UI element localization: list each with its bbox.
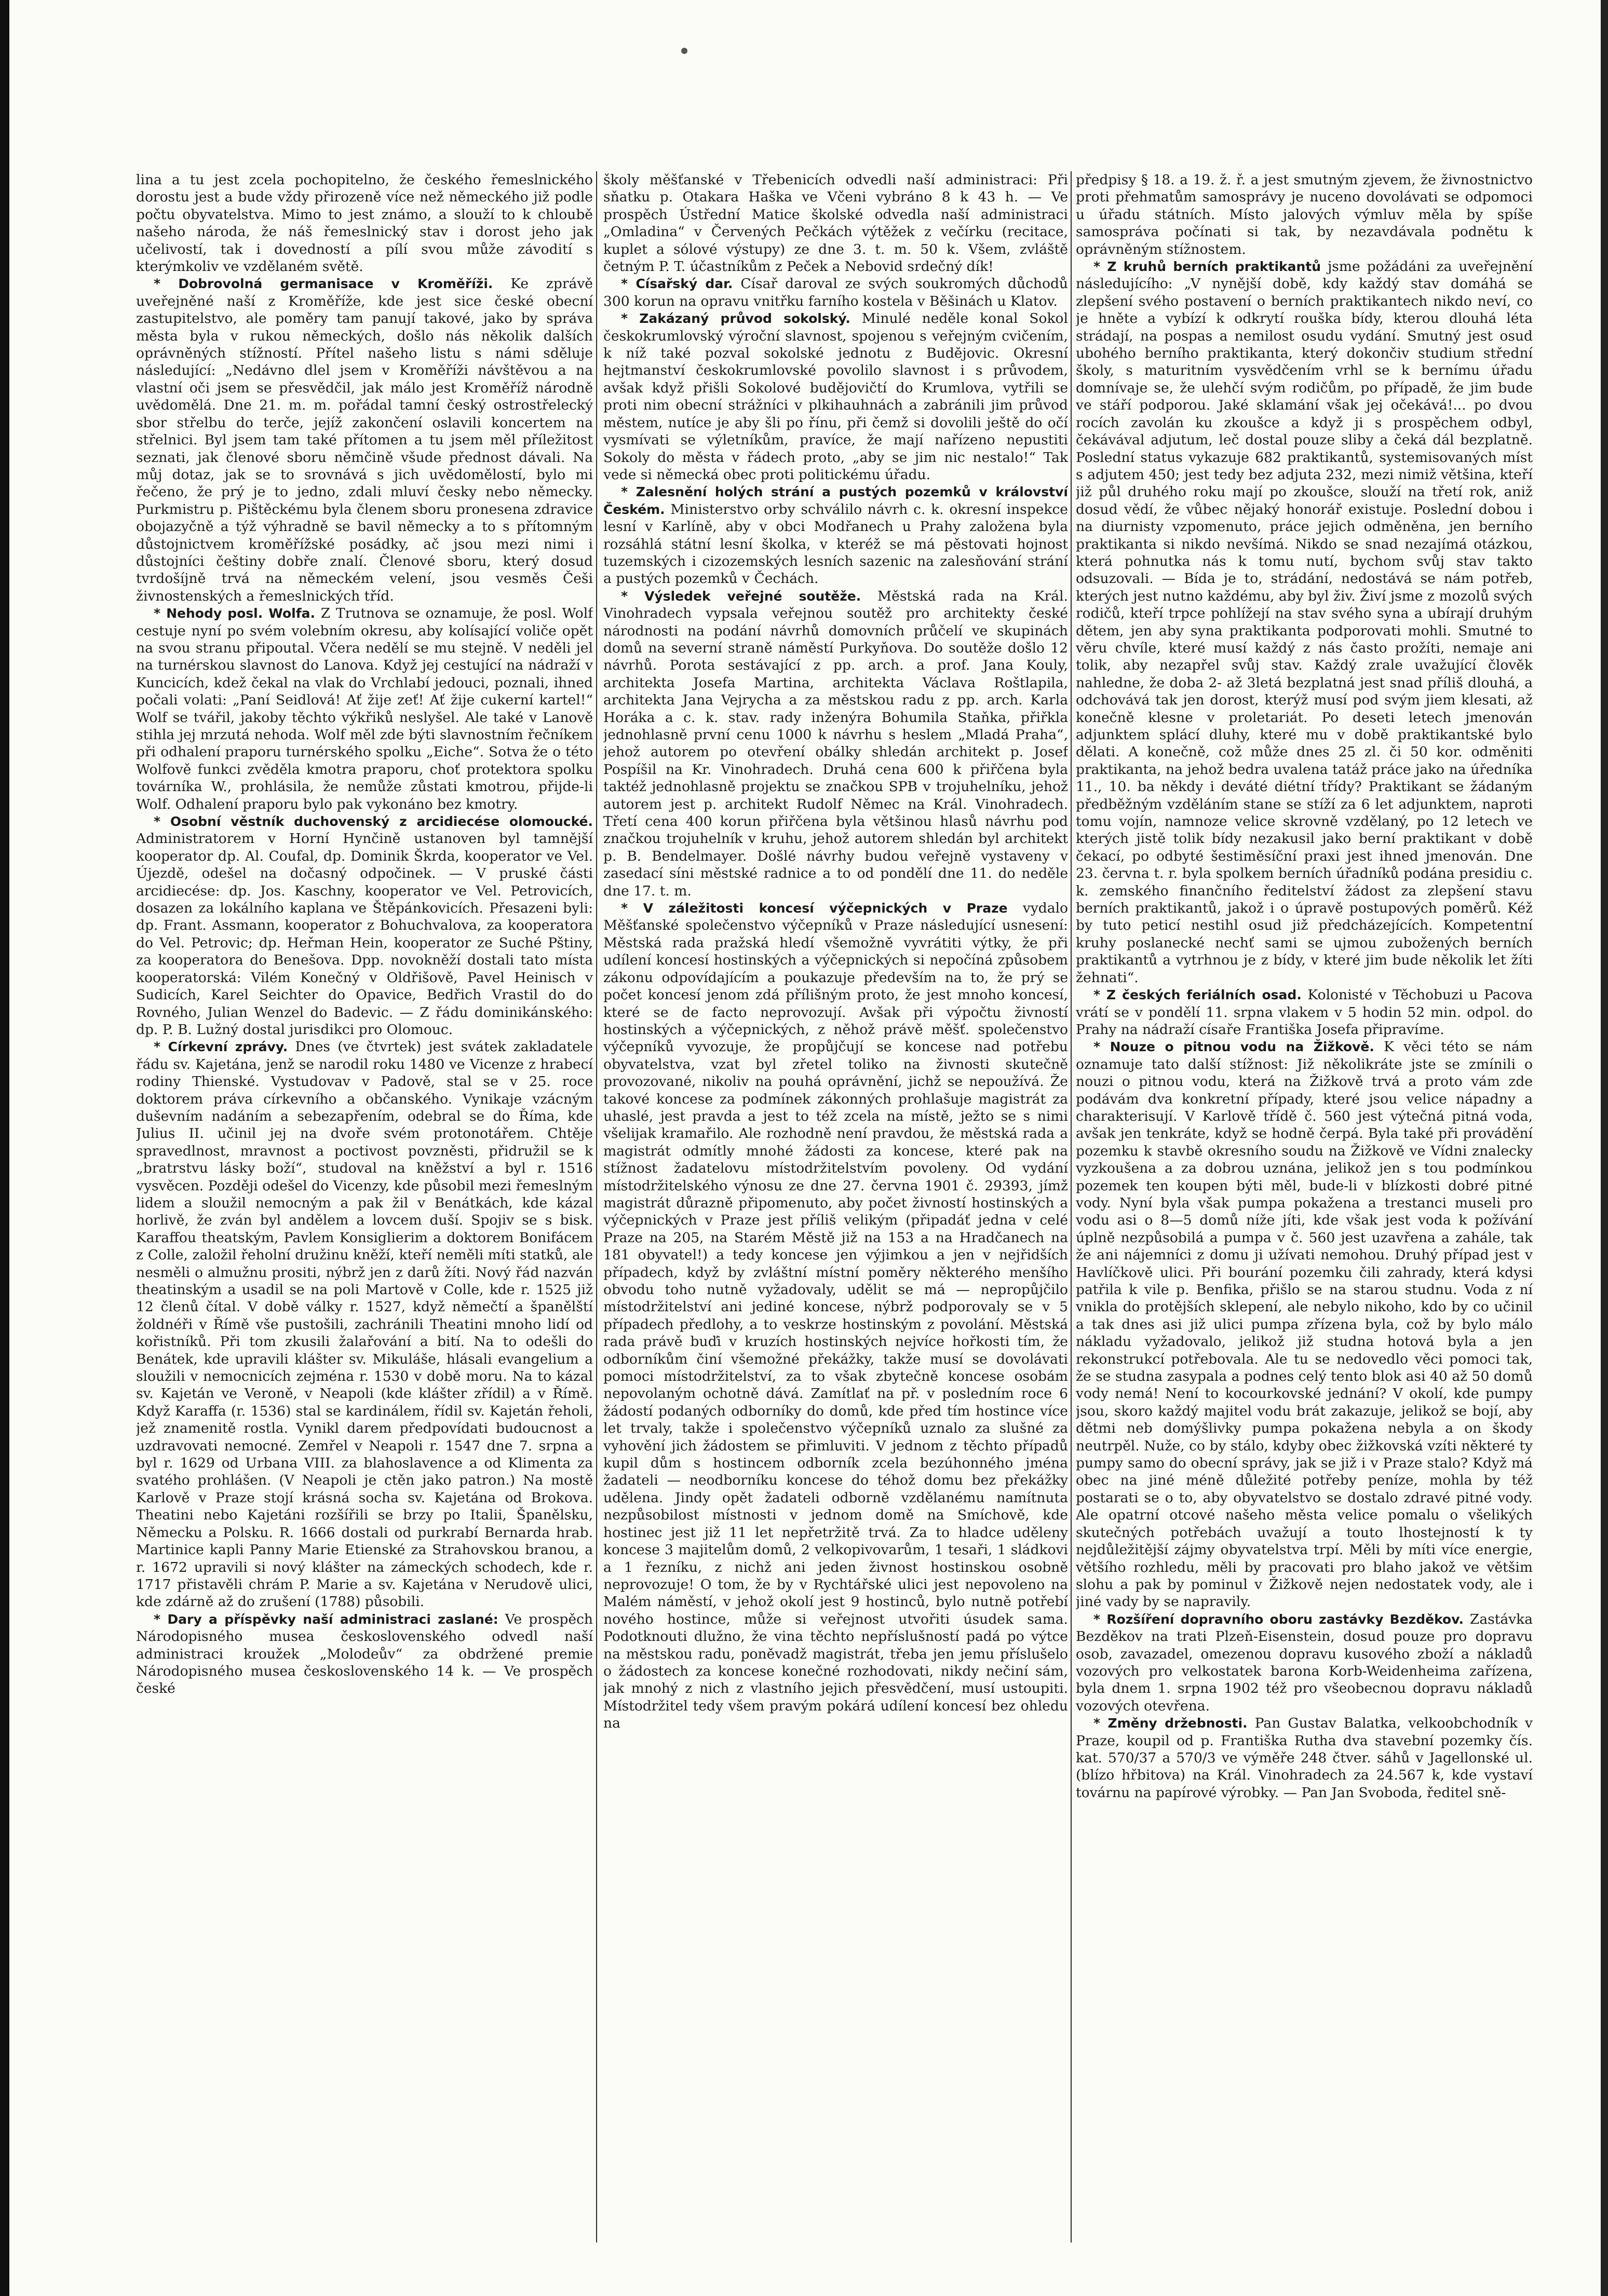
item-body: Dnes (ve čtvrtek) jest svátek zakladatele řádu sv. Kajetána, jenž se narodil roku 1480 ve Vicenze z hrabecí rodiny Thienské. Vystudovav v Padově, stal se v 25. roce doktorem práva církevního a občanského. Vynikaje vzácným duševním nadáním a sebezapřením, odebral se do Říma, kde Julius II. učinil jej na dvoře svém protonotářem. Chtěje spravedlnost, mravnost a poctivost povzněsti, přidružil se k „bratrstvu lásky boží“, studoval na kněžství a byl r. 1516 vysvěcen. Později odešel do Vicenzy, kde působil mezi řemeslným lidem a sloužil nemocným a pak žil v Benátkách, kde kázal horlivě, že zván byl andělem a lovcem duší. Spojiv se s bisk. Karaffou theatským, Pavlem Konsiglierim a doktorem Bonifácem z Colle, založil řeholní družinu kněží, kteří neměli míti statků, ale nesměli o almužnu prositi, nýbrž jen z darů žíti. Nový řád nazván theatinským a usadil se na poli Martově v Colle, kde r. 1525 již 12 členů čítal. V době války r. 1527, když němečtí a španělští žoldnéři v Římě vše pustošili, zachránili Theatini mnoho lidí od kořistníků. Při tom zkusili žalařování a bití. Na to odešli do Benátek, kde upravili klášter sv. Mikuláše, hlásali evangelium a sloužili v nemocnicích zejména r. 1530 v době moru. Na to kázal sv. Kajetán ve Veroně, v Neapoli (kde klášter zřídil) a v Římě. Když Karaffa (r. 1536) stal se kardinálem, řídil sv. Kajetán řeholi, jež znamenitě rostla. Vynikl darem předpovídati budoucnost a uzdravovati nemocné. Zemřel v Neapoli r. 1547 dne 7. srpna a byl r. 1629 od Urbana VIII. za blahoslavence a od Klimenta za svatého prohlášen. (V Neapoli je ctěn jako patron.) Na mostě Karlově v Praze stojí krásná socha sv. Kajetána od Brokova. Theatini nebo Kajetáni rozšířili se brzy po Italii, Španělsku, Německu a Polsku. R. 1666 dostali od purkrabí Bernarda hrab. Martinice kapli Panny Marie Etienské za Strahovskou branou, a r. 1672 upravili si nový klášter na zámeckých schodech, kde r. 1717 přistavěli chrám P. Marie a sv. Kajetána v Nerudově ulici, kde zdárně až do zrušení (1788) působili. — [136, 1039, 593, 1610]
news-item — [136, 1611, 593, 1697]
news-item — [136, 605, 593, 813]
news-item — [1076, 1038, 1533, 1610]
item-heading: * Z kruhů berních praktikantů — [1093, 259, 1321, 275]
news-item — [1076, 258, 1533, 986]
column-3 — [1076, 171, 1533, 2243]
news-item — [603, 483, 1068, 587]
item-body: vydalo Měšťanské společenstvo výčepníků v Praze následující usnesení: Městská rada pražská hledí všemožně vyvrátiti výtky, že při udílení koncesí hostinských a výčepnických si nepočíná způsobem zákonu odpovídajícím a poukazuje především na to, že prý se počet koncesí jenom zdá přílišným proto, že jest mnoho koncesí, které se de facto neprovozují. Avšak při výpočtu živností hostinských a výčepnických, z něhož právě měšť. společenstvo výčepníků vyvozuje, že propůjčují se koncese nad potřebu obyvatelstva, vzat byl zřetel toliko na živnosti skutečně provozované, nikoliv na pouhá oprávnění, jichž se nepoužívá. Že takové koncese za podmínek zákonných prohlašuje magistrát za uhaslé, jest pravda a jest to též zcela na místě, ježto se s nimi všelijak kramařilo. Ale rozhodně není pravdou, že městská rada a magistrát odmítly mnohé žádosti za koncese, které pak na stížnost žadatelovu místodržitelstvím povoleny. Od vydání místodržitelského výnosu ze dne 27. června 1901 č. 29393, jímž magistrát důrazně připomenuto, aby počet živností hostinských a výčepnických v Praze jest příliš velikým (připadáť jedna v celé Praze na 205, na Starém Městě již na 153 a na Hradčanech na 181 obyvatel!) a tedy koncese jen výjimkou a jen v nejřidších případech, když by zvláštní místní poměry některého menšího obvodu toho nutně vyžadovaly, udělit se má — nepropůjčilo místodržitelství ani jediné koncese, nýbrž podporovaly se v 5 případech předlohy, a to veskrze hostinským z povolání. Městská rada právě buďi v kruzích hostinských nejvíce hořkosti tím, že odborníkům činí všemožné překážky, takže musí se dovolávati pomoci místodržitelství, za to však zbytečně koncese osobám nepovolaným ochotně dává. Zamítlať na př. v posledním roce 6 žádostí podaných odborníky do domů, kde před tím hostince více let trvaly, takže i společenstvo výčepníků uznalo za slušné za vyhovění jich žádostem se přimluviti. V jednom z těchto případů kupil dům s hostincem odborník zcela bezúhonného jména žadateli — neodborníku koncese do téhož domu bez překážky udělena. Jindy opět žadateli odborně vzdělanému namítnuta nezpůsobilost místnosti v jednom domě na Smíchově, kde hostinec jest již 11 let nepřetržitě trvá. Za to hladce uděleny koncese 3 majitelům domů, 2 velkopivovarům, 1 tesaři, 1 sládkovi a 1 řezníku, z nichž ani jeden živnost hostinskou osobně neprovozuje! O tom, že by v Rychtářské ulici jest nepovoleno na Malém náměstí, v jehož okolí jest 9 hostinců, bylo nutně potřebí nového hostince, může si veřejnost utvořiti úsudek sama. Podotknouti dlužno, že vina těchto nepříslušností padá po výtce na městskou radu, poněvadž magistrát, třeba jen jemu příslušelo o žádostech za koncese konečné rozhodovati, nikdy nečiní sám, jak mnohý z nich z vlastního jejich přesvědčení, musí ustoupiti. Místodržitel tedy všem pravým pokárá udílení koncesí bez ohledu na — [603, 900, 1068, 1732]
scan-edge-right — [1601, 0, 1608, 2296]
news-item — [1076, 1611, 1533, 1715]
column-rule-2 — [1071, 171, 1072, 2243]
column-rule-1 — [596, 171, 597, 2243]
item-heading: * Zakázaný průvod sokolský. — [621, 311, 850, 327]
item-heading: * Výsledek veřejné soutěže. — [621, 588, 861, 604]
item-heading: * Císařský dar. — [621, 276, 733, 292]
item-body: K věci této se nám oznamuje tato další stížnost: Již několikráte jste se zmínili o nouzi o pitnou vodu, která na Žižkově trvá a proto vám zde podávám dva konkretní případy, které jsou velice nápadny a charakterisují. V Karlově třídě č. 560 jest výtečná pitná voda, avšak jen tenkráte, když se hodně čerpá. Byla také při provádění pozemku k stavbě okresního soudu na Žižkově ve Vídni znalecky vyzkoušena a za dobrou uznána, jelikož jen s tou podmínkou pozemek ten koupen býti měl, bude-li v blízkosti dobré pitné vody. Nyní byla však pumpa pokažena a trestanci museli pro vodu asi o 8—5 domů níže jíti, kde však jest voda k požívání úplně nezpůsobilá a pumpa v č. 560 jest uzavřena a zahále, tak že ani nájemníci z domu ji užívati nemohou. Druhý případ jest v Havlíčkově ulici. Při bourání pozemku čili zahrady, která kdysi patřila k vile p. Benfika, přišlo se na starou studnu. Voda z ní vnikla do protějších sklepení, ale nebylo nikoho, kdo by co učinil a tak dnes asi již ulici pumpa zřízena byla, což by bylo málo nákladu vyžadovalo, jelikož již studna hotová byla a jen rekonstrukcí potřebovala. Ale tu se nedovedlo věci pomoci tak, že se studna zasypala a podnes celý tento blok asi 40 až 50 domů vody nemá! Není to kocourkovské jednání? V okolí, kde pumpy jsou, skoro každý majitel vodu brát zakazuje, jelikož se bojí, aby dětmi neb domýšlivky pumpa pokažena nebyla a on škody neutrpěl. Nuže, co by stálo, kdyby obec žižkovská vzíti některé ty pumpy samo do obecní správy, jak se již i v Praze stalo? Když má obec na jiné méně důležité potřeby peníze, mohla by též postarati se o to, aby obyvatelstvo se dostalo zdravé pitné vody. Ale opatrní otcové našeho města velice pomalu o všelikých skutečných potřebách uvažují a touto lhostejností k ty nejdůležitější zájmy obyvatelstva trpí. Měli by míti více energie, většího rozhledu, měli by pracovati pro blaho jakož ve většim slohu a pak by pominul v Žižkově nejen nedostatek vody, ale i jiné vady by se napravily. — [1076, 1039, 1533, 1610]
news-item — [136, 275, 593, 605]
item-heading: * Dobrovolná germanisace v Kroměříži. — [154, 276, 493, 292]
item-body: Minulé neděle konal Sokol českokrumlovský výroční slavnost, spojenou s veřejným cvičením, k níž také pozval sokolské jednotu z Budějovic. Okresní hejtmanství českokrumlovské povolilo slavnost i s průvodem, avšak když přišli Sokolové budějovičtí do Krumlova, vytřili se proti nim obecní strážníci v plkihauhnách a zabránili jim průvod městem, nutíce je aby šli po řínu, při čemž si dovolili ještě do očí vysmívati se výletníkům, pravíce, že mají nařízeno nepustiti Sokoly do města v řádech proto, „aby se jim nic nestalo!“ Tak vede si německá obec proti politickému úřadu. — [603, 310, 1068, 483]
column-2 — [603, 171, 1068, 2243]
news-item — [136, 1038, 593, 1610]
news-item — [603, 310, 1068, 483]
item-body: Císař daroval ze svých soukromých důchodů 300 korun na opravu vnitřku farního kostela v Běšinách u Klatov. — [603, 276, 1068, 309]
item-body: Městská rada na Král. Vinohradech vypsala veřejnou soutěž pro architekty české národnosti na podání návrhů domovních průčelí ve skupinách domů na severní straně náměstí Purkyňova. Do soutěže došlo 12 návrhů. Porota sestávající z pp. arch. a prof. Jana Kouly, architekta Josefa Martina, architekta Václava Roštlapila, architekta Jana Vejrycha a za městskou radu z pp. arch. Karla Horáka a c. k. stav. rady inženýra Bohumila Staňka, přiřkla jednohlasně první cenu 1000 k návrhu s heslem „Mladá Praha“, jehož autorem po otevření obálky shledán architekt p. Josef Pospíšil na Kr. Vinohradech. Druhá cena 600 k přiřčena byla taktéž jednohlasně projektu se značkou SPB v trojuhelníku, jehož autorem jest p. architekt Rudolf Němec na Král. Vinohradech. Třetí cena 400 korun přiřčena byla většinou hlasů návrhu pod značkou trojuhelník v kruhu, jehož autorem shledán byl architekt p. B. Bendelmayer. Došlé návrhy budou veřejně vystaveny v zasedací síni městské radnice a to od pondělí dne 11. do neděle dne 17. t. m. — [603, 588, 1068, 899]
paragraph: předpisy § 18. a 19. ž. ř. a jest smutným zjevem, že živnostnictvo proti přehmatům samosprávy je nuceno dovolávati se odpomoci u úřadu státních. Místo jalových výmluv měla by spíše samospráva počínati si tak, by nezavdávala podnětu k oprávněným stížnostem. — [1076, 172, 1533, 257]
item-heading: * Zalesnění holých strání a pustých pozemků v království Českém. — [603, 484, 1068, 517]
item-body: Zastávka Bezděkov na trati Plzeň-Eisenstein, dosud pouze pro dopravu osob, zavazadel, omezenou dopravu kusového zboží a nákladů vozových pro velkostatek barona Korb-Weidenheima zařízena, byla dnem 1. srpna 1902 též pro všeobecnou dopravu nákladů vozových otevřena. — [1076, 1611, 1533, 1714]
item-body: Administratorem v Horní Hynčině ustanoven byl tamnější kooperator dp. Al. Coufal, dp. Dominik Škrda, kooperator ve Vel. Újezdě, odešel na dočasný odpočinek. — V pruské části arcidiecése: dp. Jos. Kaschny, kooperator ve Vel. Petrovicích, dosazen za lokálního kaplana ve Štěpánkovicích. Přesazeni byli: dp. Frant. Assmann, kooperator z Bohuchvalova, za kooperatora do Vel. Petrovic; dp. Heřman Hein, kooperator ze Suché Pštiny, za kooperatora do Benešova. Dpp. novokněží dostali tato místa kooperatorská: Vilém Konečný v Oldřišově, Pavel Heinisch v Sudicích, Karel Seichter do Opavice, Bedřich Vrastil do do Rovného, Julian Wenzel do Badevic. — Z řádu dominikánského: dp. P. B. Lužný dostal jurisdikci pro Olomouc. — [136, 831, 593, 1038]
item-heading: * V záležitosti koncesí výčepnických v Praze — [621, 901, 1008, 916]
item-body: Ke zprávě uveřejněné naší z Kroměříže, kde jest sice české obecní zastupitelstvo, ale poměry tam panují takové, jako by správa města byla v rukou německých, došlo nás několik dalších oprávněných stížností. Přítel našeho listu s námi sděluje následující: „Nedávno dlel jsem v Kroměříži návštěvou a na vlastní oči jsem se přesvědčil, jak málo jest Kroměříž národně uvědomělá. Dne 21. m. m. pořádal tamní český ostrostřelecký sbor střelbu do terče, jejíž zakončení oslavili koncertem na střelnici. Byl jsem tam také přítomen a tu jsem měl příležitost seznati, jak členové sboru němčině všude přednost dávali. Na můj dotaz, jak se to srovnává s jich uvědomělostí, bylo mi řečeno, že prý je to jedno, zdali mluví česky nebo německy. Purkmistru p. Pištěckému byla členem sboru pronesena zdravice obojazyčně a týž výhradně se bavil německy a to s přítomným důstojnictvem kroměřížské posádky, ač jsou mezi nimi i důstojníci češtiny dobře znalí. Členové sboru, který dosud tvrdošíjně trvá na německém velení, jsou vesměs Češi živnostenských a řemeslnických tříd. — [136, 276, 593, 604]
scan-dot — [681, 48, 687, 54]
item-body: Ve prospěch Národopisného musea československého odvedl naší administraci kroužek „Molodeův“ za obdržené premie Národopisného musea československého 14 k. — Ve prospěch české — [136, 1611, 593, 1697]
news-item — [603, 900, 1068, 1732]
scan-edge-left — [0, 0, 9, 2296]
paragraph: lina a tu jest zcela pochopitelno, že českého řemeslnického dorostu jest a bude vždy přirozeně více než německého již podle počtu obyvatelstva. Mimo to jest známo, a slouží to k chloubě našeho národa, že náš řemeslnický stav i dorost jeho jak učelivostí, tak i dovedností a pílí svou může závodití s kterýmkoliv ve vzdělaném světě. — [136, 172, 593, 275]
item-heading: * Nouze o pitnou vodu na Žižkově. — [1093, 1039, 1374, 1055]
news-item — [1076, 986, 1533, 1038]
item-body: Ministerstvo orby schválilo návrh c. k. okresní inspekce lesní v Karlíně, aby v obci Modřanech u Prahy založena byla rozsáhlá státní lesní školka, v kteréž se má pěstovati hojnost tuzemských i cizozemských lesních sazenic na zalesňování strání a pustých pozemků v Čechách. — [603, 501, 1068, 587]
item-body: Pan Gustav Balatka, velkoobchodník v Praze, koupil od p. Františka Rutha dva stavební pozemky čís. kat. 570/37 a 570/3 ve výměře 248 čtver. sáhů v Jagellonské ul. (blízo hřbitova) na Král. Vinohradech za 24.567 k, kde vystaví továrnu na papírové výrobky. — Pan Jan Svoboda, ředitel sně- — [1076, 1715, 1533, 1801]
paragraph: školy měšťanské v Třebenicích odvedli naší administraci: Při sňatku p. Otakara Haška ve Včeni vybráno 8 k 43 h. — Ve prospěch Ústřední Matice školské odvedla naší administraci „Omladina“ v Červených Pečkách výtěžek z večírku (recitace, kuplet a sólové výstupy) ze dne 3. t. m. 50 k. Všem, zvláště četným P. T. účastníkům z Peček a Nebovid srdečný dík! — [603, 172, 1068, 275]
news-item — [603, 588, 1068, 900]
news-item — [603, 275, 1068, 310]
item-body: Z Trutnova se oznamuje, že posl. Wolf cestuje nyní po svém volebním okresu, aby kolísající voliče opět na svou stranu připoutal. Včera nedělí se mu stejně. V neděli jel na turnérskou slavnost do Lanova. Když jej cestující na nádraží v Kuncicích, kdež čekal na vlak do Vrchlabí jedouci, poznali, ihned počali volati: „Paní Seidlová! Ať žije zeť! Ať žije cukerní kartel!“ Wolf se tvářil, jakoby těchto výkřiků neslyšel. Ale také v Lanově stihla jej mrzutá nehoda. Wolf měl zde býti slavnostním řečníkem při odhalení praporu turnérského spolku „Eiche“. Sotva že o této Wolfově funkci zvěděla kmotra praporu, choť protektora spolku továrníka W., prohlásila, že nemůže zůstati kmotrou, přijde-li Wolf. Odhalení praporu bylo pak vykonáno bez kmotry. — [136, 605, 593, 812]
news-item — [136, 813, 593, 1038]
item-body: Kolonisté v Těchobuzi u Pacova vrátí se v pondělí 11. srpna vlakem v 5 hodin 52 min. odpol. do Prahy na nádraží císaře Františka Josefa připravíme. — [1076, 987, 1533, 1038]
item-heading: * Nehody posl. Wolfa. — [154, 606, 315, 621]
item-heading: * Dary a příspěvky naší administraci zaslané: — [154, 1611, 498, 1627]
item-heading: * Osobní věstník duchovenský z arcidiecése olomoucké. — [154, 814, 593, 830]
item-heading: * Změny držebnosti. — [1093, 1716, 1248, 1731]
item-heading: * Z českých feriálních osad. — [1093, 987, 1302, 1003]
item-heading: * Rozšíření dopravního oboru zastávky Bezděkov. — [1093, 1611, 1464, 1627]
item-heading: * Církevní zprávy. — [154, 1039, 288, 1055]
column-1 — [136, 171, 593, 2243]
item-body: jsme požádáni za uveřejnění následujícího: „V nynější době, kdy každý stav domáhá se zlepšení svého postavení o berních praktikantech nikdo neví, co je hněte a vybízí k odkrytí rouška bídy, kterou dlouhá léta strádají, na pospas a nemilost osudu vydání. Smutný jest osud ubohého berního praktikanta, který dokončiv studium střední školy, s maturitním vysvědčením vrhl se k bernímu úřadu domnívaje se, že ulehčí svým rodičům, po případě, že jim bude ve stáří podporou. Jaké sklamání však jej očekává!... po dvou rocích zavolán ku zkoušce a když ji s prospěchem odbyl, čekávával adjutum, leč dostal pouze sliby a čeká dál bezplatně. Poslední status vykazuje 682 praktikantů, systemisovaných míst s adjutem 450; jest tedy bez adjuta 232, mezi nimiž většina, kteří již půl druhého roku mají po zkoušce, slouží na třetí rok, aniž dosud vědí, že vůbec nějaký honorář existuje. Poslední dobou i na diurnisty vzpomenuto, práce jejich odměněna, jen berního praktikanta si nikdo nevšímá. Nikdo se snad nezajímá otázkou, která pohnutka nás k tomu nutí, bychom svůj stav takto odsuzovali. — Bída je to, strádání, nedostává se nám potřeb, kterých jest nutno každému, aby byl živ. Živí jsme z mozolů svých rodičů, kteří trpce pohlížejí na stav svého syna a ubírají druhým dětem, jen aby syna praktikanta podporovati mohli. Smutné to věru chvíle, které musí každý z nás často prožíti, nemaje ani tolik, aby nezapřel svůj stav. Každý zrale uvažující člověk nahledne, že doba 2- až 3letá bezplatná jest snad příliš dlouhá, a odchovává tak jen dorost, kterýž musí pod svým jiem klesati, až konečně klesne v proletariát. Po deseti letech jmenován adjunktem splácí dluhy, které mu v době praktikantské bylo dělati. A konečně, což může dnes 25 zl. či 50 kor. odměniti praktikanta, na jehož bedra uvalena tatáž práce jako na úředníka 11., 10. ba někdy i deváté diétní třídy? Praktikant se žádaným předběžným vzděláním stane se stíží za 6 let adjunktem, naproti tomu vojín, namnoze velice skrovně vzdělaný, po 12 letech ve kterých jistě tolik bídy nezakusil jako berní praktikant v době čekací, po odbyté šestiměsíční praxi jest ihned jmenován. Dne 23. června t. r. byla spolkem berních úřadníků podána presidiu c. k. zemského finančního ředitelství žádost za zlepšení stavu berních praktikantů, jakož i o úpravě postupových poměrů. Kéž by tuto peticí nestihl osud již předcházejících. Kompetentní kruhy poslanecké nechť sami se ujmou zubožených berních praktikantů a vytrhnou je z bídy, v které jim bude několik let žíti žehnati“. — [1076, 259, 1533, 986]
news-item — [1076, 1715, 1533, 1801]
